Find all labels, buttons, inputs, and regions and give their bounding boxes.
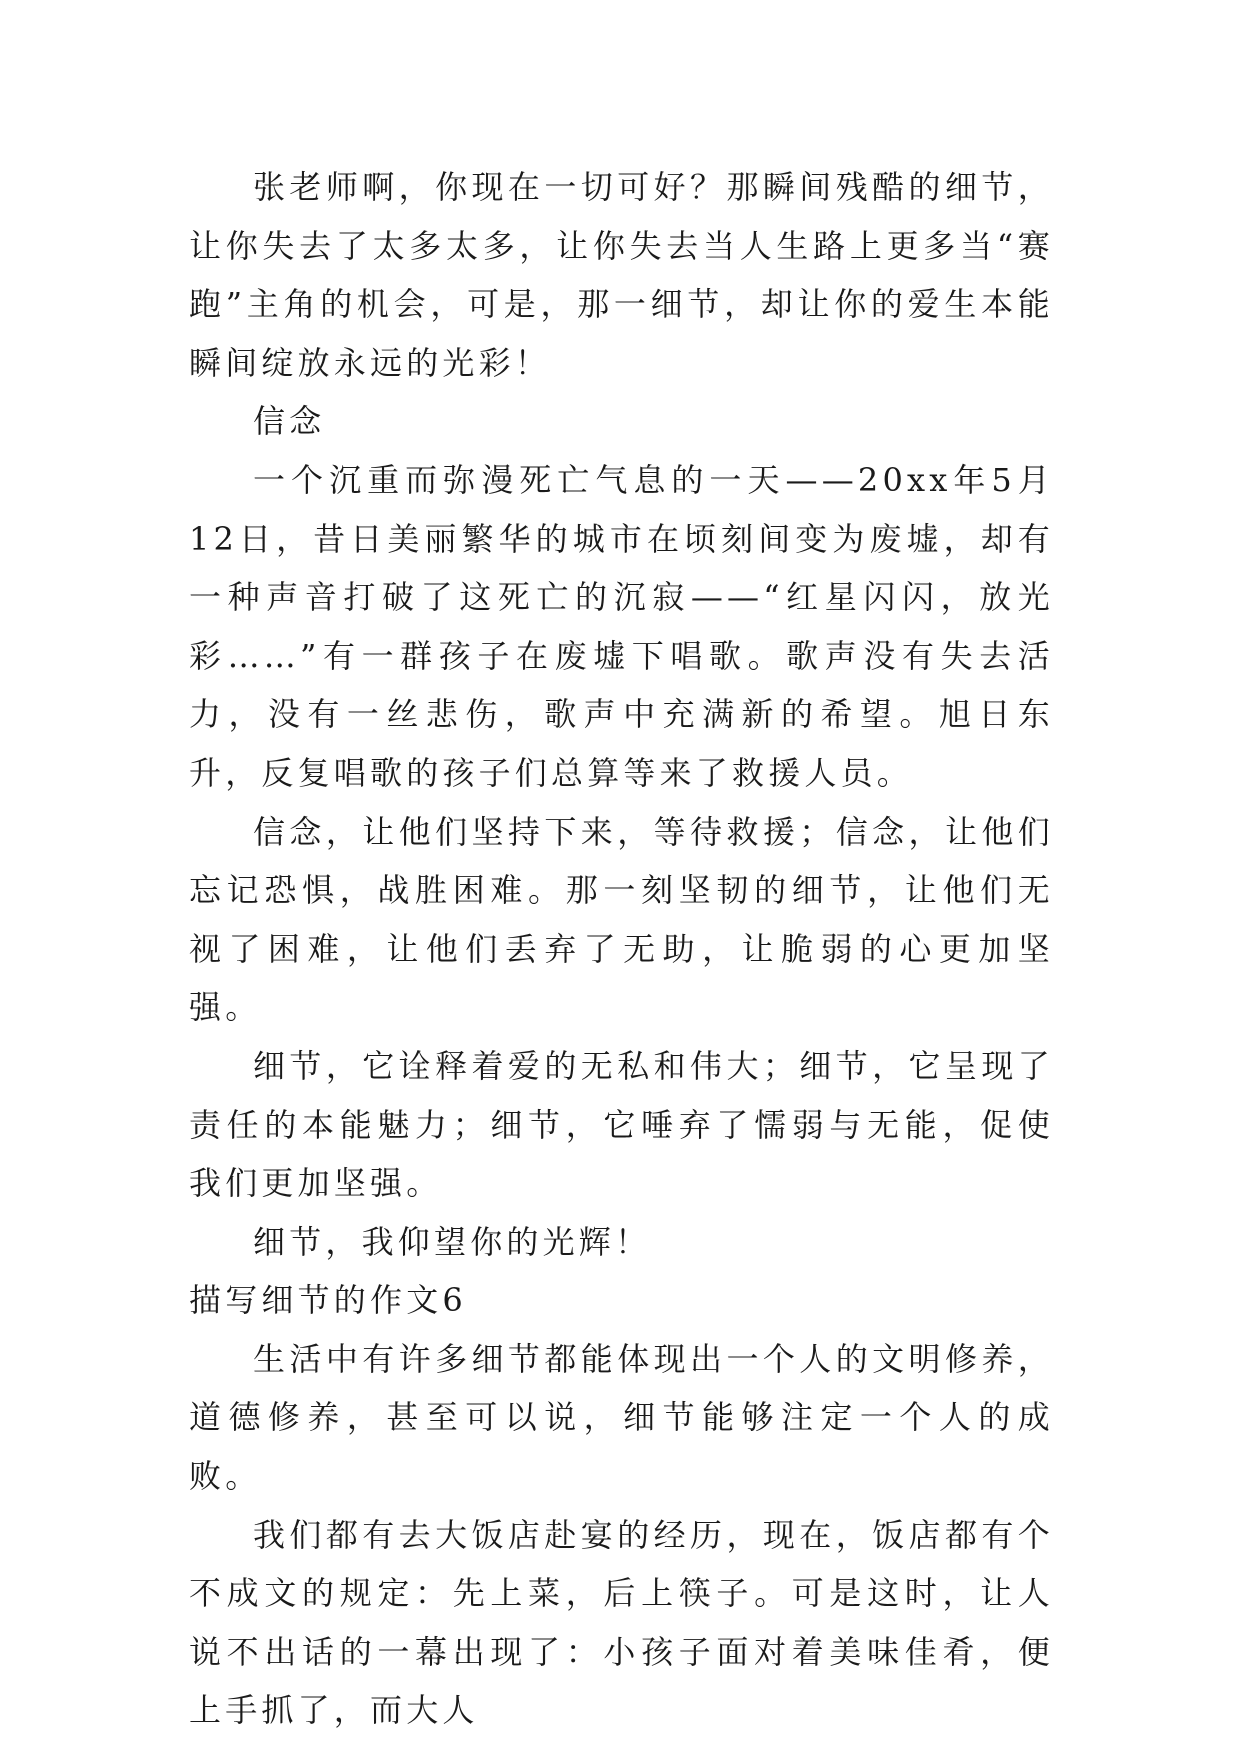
document-body [189,158,1054,1740]
paragraph: 细节，它诠释着爱的无私和伟大；细节，它呈现了责任的本能魅力；细节，它唾弃了懦弱与无能，促使我们更加坚强。 [189,1046,1054,1203]
paragraph: 我们都有去大饭店赴宴的经历，现在，饭店都有个不成文的规定：先上菜，后上筷子。可是这时，让人说不出话的一幕出现了：小孩子面对着美味佳肴，便上手抓了，而大人 [189,1515,1054,1730]
paragraph: 生活中有许多细节都能体现出一个人的文明修养，道德修养，甚至可以说，细节能够注定一个人的成败。 [189,1339,1054,1496]
paragraph: 一个沉重而弥漫死亡气息的一天——20xx年5月12日，昔日美丽繁华的城市在顷刻间变为废墟，却有一种声音打破了这死亡的沉寂——“红星闪闪，放光彩……”有一群孩子在废墟下唱歌。歌声没有失去活力，没有一丝悲伤，歌声中充满新的希望。旭日东升，反复唱歌的孩子们总算等来了救援人员。 [189,460,1054,792]
paragraph: 细节，我仰望你的光辉！ [253,1222,652,1261]
essay-heading: 描写细节的作文6 [189,1281,467,1320]
section-subtitle: 信念 [253,402,326,441]
paragraph: 张老师啊，你现在一切可好？那瞬间残酷的细节，让你失去了太多太多，让你失去当人生路上更多当“赛跑”主角的机会，可是，那一细节，却让你的爱生本能瞬间绽放永远的光彩！ [189,168,1054,382]
paragraph: 信念，让他们坚持下来，等待救援；信念，让他们忘记恐惧，战胜困难。那一刻坚韧的细节，让他们无视了困难，让他们丢弃了无助，让脆弱的心更加坚强。 [189,812,1054,1027]
